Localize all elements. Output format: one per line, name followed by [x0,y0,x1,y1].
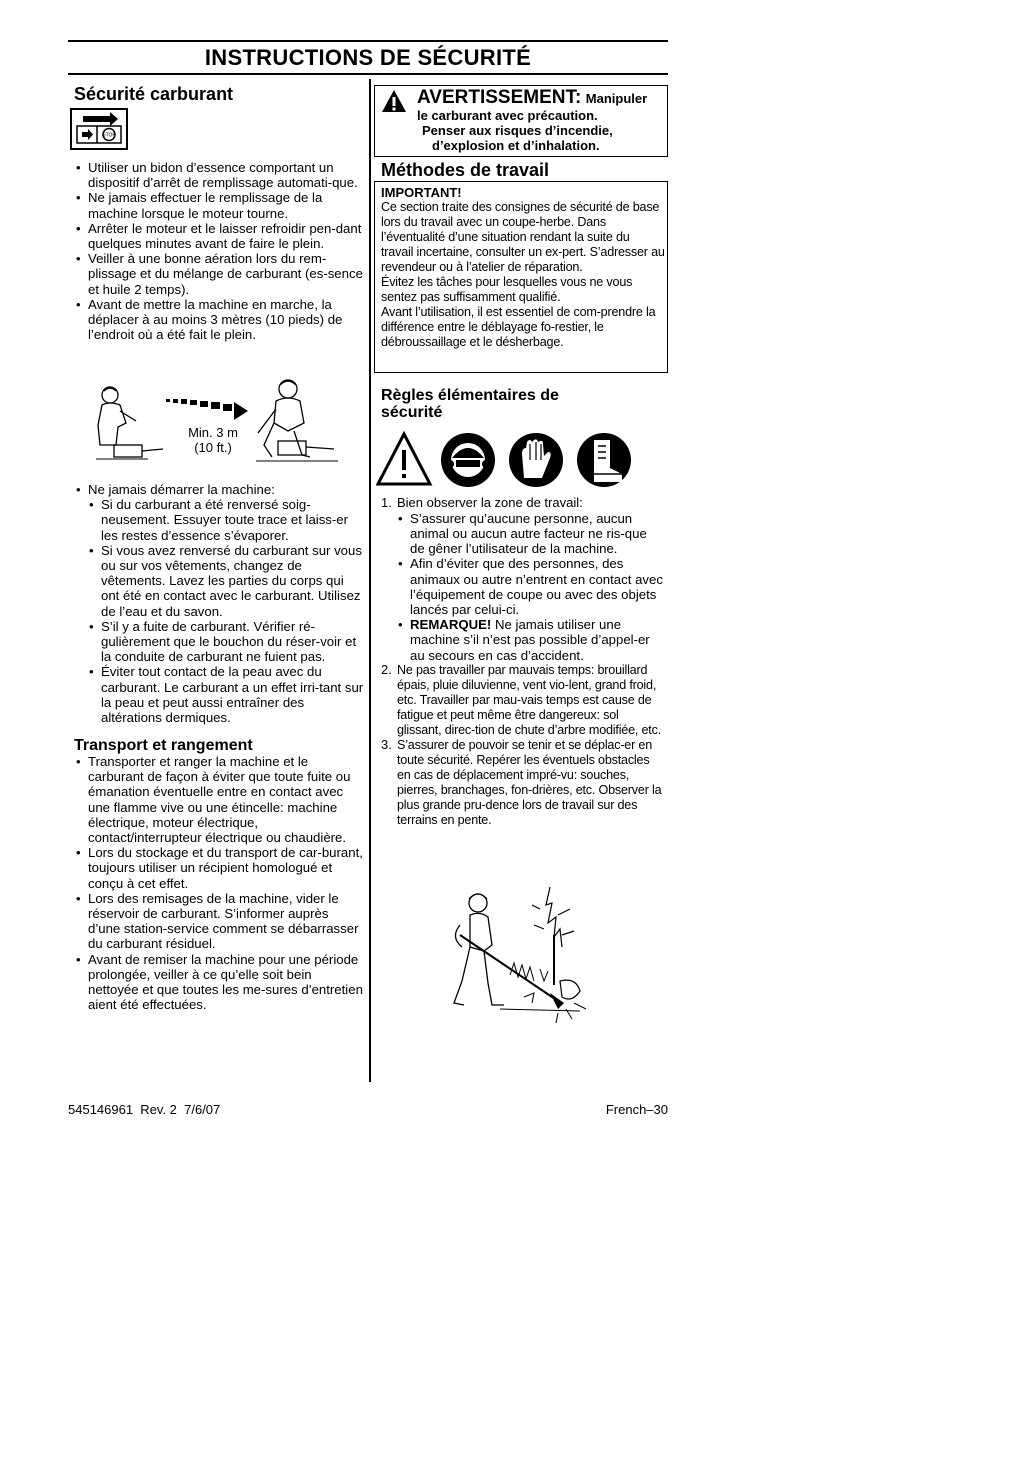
remark-label: REMARQUE! [410,617,492,633]
list-item: 3. S’assurer de pouvoir se tenir et se déplac-er en toute sécurité. Repérer les éventuels obstacles en cas de déplacement impré-vu: souches, pierres, branchages, fon-drières, etc. Observer la plus grande pru-dence lors de travail sur des terrains en pente. [381,736,662,827]
list-item: 2. Ne pas travailler par mauvais temps: brouillard épais, pluie diluvienne, vent vio-lent, grand froid, etc. Travailler par mau-vais temps est cause de fatigue et peut même être dangereux: sol glissant, direc-tion de chute d’arbre modifiée, etc. [381,661,662,737]
header-top-rule [68,40,668,42]
warning-text-1: Manipuler [585,91,648,106]
list-item: • S’il y a fuite de carburant. Vérifier ré-gulièrement que le bouchon du réser-voir et la conduite de carburant ne fuient pas. [88,619,364,665]
important-label: IMPORTANT! [381,185,462,200]
list-item: • Lors des remisages de la machine, vider le réservoir de carburant. S’informer auprès d’une station-service comment se débarrasser du carburant résiduel. [74,891,364,952]
warning-box [374,85,668,157]
column-divider [369,79,371,1082]
list-item: • Arrêter le moteur et le laisser refroidir pen-dant quelques minutes avant de faire le plein. [74,221,364,251]
warning-word: AVERTISSEMENT: [417,87,582,108]
work-methods-heading: Méthodes de travail [381,160,550,180]
refuel-distance-illustration [88,375,338,470]
list-item: • REMARQUE! Ne jamais utiliser une machine s’il n’est pas possible d’appel-er au secours en cas d’accident. [397,617,663,663]
page-title: INSTRUCTIONS DE SÉCURITÉ [204,45,532,70]
trimmer-operator-illustration [440,885,590,1025]
list-item: • Si vous avez renversé du carburant sur vous ou sur vos vêtements, changez de vêtements. Lavez les parties du corps qui ont été en contact avec le carburant. Utilisez de l’eau et du savon. [88,543,364,619]
list-item: • S’assurer qu’aucune personne, aucun animal ou aucun autre facteur ne ris-que de gêner l’utilisateur de la machine. [397,511,663,557]
page-number: French–30 [605,1102,668,1117]
warning-triangle-icon [378,434,430,484]
list-item: 1. Bien observer la zone de travail: • S’assurer qu’aucune personne, aucun animal ou aucun autre facteur ne ris-que de gêner l’utilisateur de la machine. • Afin d’éviter que des personnes, des animaux ou autre n’entrent en contact avec l’équipement de coupe ou avec des objets lancés par celui-ci. • REMARQUE! Ne jamais utiliser une machine s’il n’est pas possible d’appel-er au secours en cas d’accident. [381,496,663,663]
warning-triangle-icon [381,89,407,113]
list-item: • Avant de remiser la machine pour une période prolongée, veiller à ce qu’elle soit bein nettoyée et que toutes les me-sures d’entretien aient été effectuées. [74,952,364,1013]
list-item: • Ne jamais démarrer la machine: • Si du carburant a été renversé soig-neusement. Essuyer toute trace et laiss-er les restes d’essence s’évaporer. • Si vous avez renversé du carburant sur vous ou sur vos vêtements, changez de vêtements. Lavez les parties du corps qui ont été en contact avec le carburant. Utilisez de l’eau et du savon. • S’il y a fuite de carburant. Vérifier ré-gulièrement que le bouchon du réser-voir et la conduite de carburant ne fuient pas. • Éviter tout contact de la peau avec du carburant. Le carburant a un effet irri-tant sur la peau et peut aussi entraîner des altérations dermiques. [74,482,364,725]
never-start-section [74,482,364,725]
svg-text:STOP: STOP [102,132,116,139]
transport-heading: Transport et rangement [74,737,253,754]
list-item: • Avant de mettre la machine en marche, la déplacer à au moins 3 mètres (10 pieds) de l’endroit où a été fait le plein. [74,297,364,343]
gloves-icon [509,433,563,487]
important-text: Ce section traite des consignes de sécurité de base lors du travail avec un coupe-herbe. Dans l’éventualité d’une situation rendant la suite du travail incertaine, consulter un ex-pert. S’adresser au revendeur ou à l’atelier de réparation. Évitez les tâches pour lesquelles vous ne vous sentez pas suffisamment qualifié. Avant l’utilisation, il est essentiel de com-prendre la différence entre le déblayage fo-restier, le débroussaillage et le désherbage. [381,200,665,349]
transport-bullets [74,754,364,1012]
warning-text: le carburant avec précaution. Penser aux risques d’incendie, d’explosion et d’inhalation. [417,108,613,153]
list-item: • Ne jamais effectuer le remplissage de la machine lorsque le moteur tourne. [74,190,364,220]
list-item: • Afin d’éviter que des personnes, des animaux ou autre n’entrent en contact avec l’équipement de coupe ou avec des objets lancés par celui-ci. [397,556,663,617]
fuel-safety-heading: Sécurité carburant [74,84,234,104]
helmet-ear-eye-protection-icon [441,433,495,487]
refuel-stop-engine-icon [70,108,128,150]
list-item: • Utiliser un bidon d’essence comportant un dispositif d’arrêt de remplissage automati-que. [74,160,364,190]
list-item: • Lors du stockage et du transport de car-burant, toujours utiliser un récipient homologué et conçu à cet effet. [74,845,364,891]
safety-pictograms [376,430,646,490]
list-item: • Veiller à une bonne aération lors du rem-plissage et du mélange de carburant (es-sence et huile 2 temps). [74,251,364,297]
fuel-bullets [74,160,364,342]
safety-rules-heading: Règles élémentaires de sécurité [381,387,559,421]
header-bottom-rule [68,73,668,75]
boots-icon [577,433,631,487]
safety-rules-list [381,496,663,828]
list-item: • Transporter et ranger la machine et le carburant de façon à éviter que toute fuite ou émanation éventuelle entre en contact avec une flamme vive ou une étincelle: machine électrique, moteur électrique, contact/interrupteur électrique ou chaudière. [74,754,364,845]
important-box [374,181,668,373]
distance-label: Min. 3 m (10 ft.) [188,425,238,455]
list-item: • Éviter tout contact de la peau avec du carburant. Le carburant a un effet irri-tant sur la peau et peut aussi entraîner des altérations dermiques. [88,664,364,725]
doc-number: 545146961 Rev. 2 7/6/07 [68,1102,221,1117]
list-item: • Si du carburant a été renversé soig-neusement. Essuyer toute trace et laiss-er les restes d’essence s’évaporer. [88,497,364,543]
